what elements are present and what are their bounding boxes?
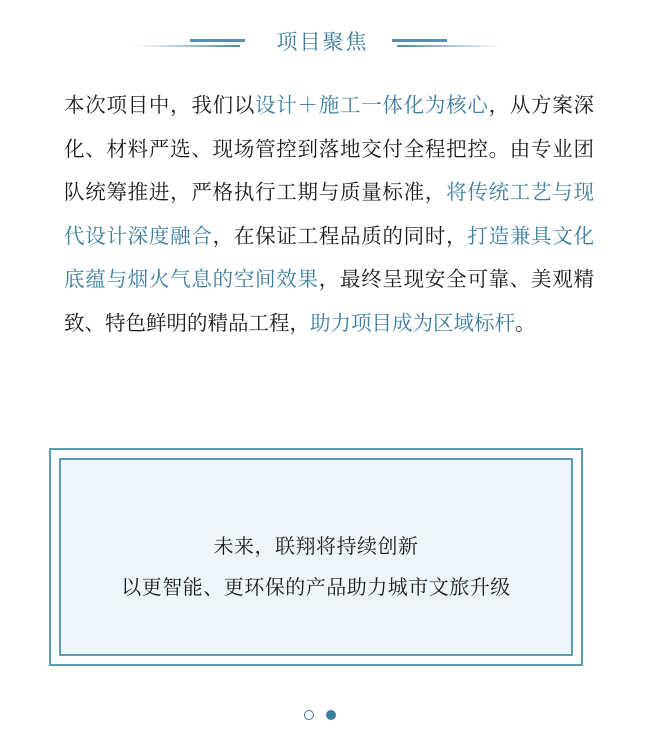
highlight-regional-benchmark: 助力项目成为区域标杆 [310, 310, 515, 335]
callout-line-2: 以更智能、更环保的产品助力城市文旅升级 [121, 575, 511, 599]
callout-box [59, 458, 573, 656]
text-segment: 。 [515, 310, 536, 335]
text-segment: ，在保证工程品质的同时， [212, 223, 468, 248]
callout-line-1: 未来，联翔将持续创新 [213, 534, 419, 558]
highlight-design-construction: 设计＋施工一体化为核心 [255, 93, 489, 117]
project-description [64, 84, 594, 345]
text-segment: ，从方案深化、材料严选、现场管控到落地交付全程把控。由专业团队统筹推进，严格执行工期与质量标准， [64, 93, 595, 204]
pagination-dot-1[interactable] [304, 710, 314, 720]
heading-decoration-right [392, 22, 502, 62]
text-segment: ，最终呈现安全可靠、美观精致、特色鲜明的精品工程， [64, 267, 594, 335]
section-heading [0, 22, 645, 62]
callout-frame [49, 448, 583, 666]
text-segment: 本次项目中，我们以 [64, 93, 256, 117]
pagination-dot-2-active[interactable] [326, 710, 336, 720]
section-title: 项目聚焦 [276, 30, 369, 54]
highlight-space-effect: 打造兼具文化底蕴与烟火气息的空间效果 [64, 223, 595, 291]
highlight-craft-fusion: 将传统工艺与现代设计深度融合 [64, 180, 594, 248]
pagination-dots [304, 710, 344, 724]
